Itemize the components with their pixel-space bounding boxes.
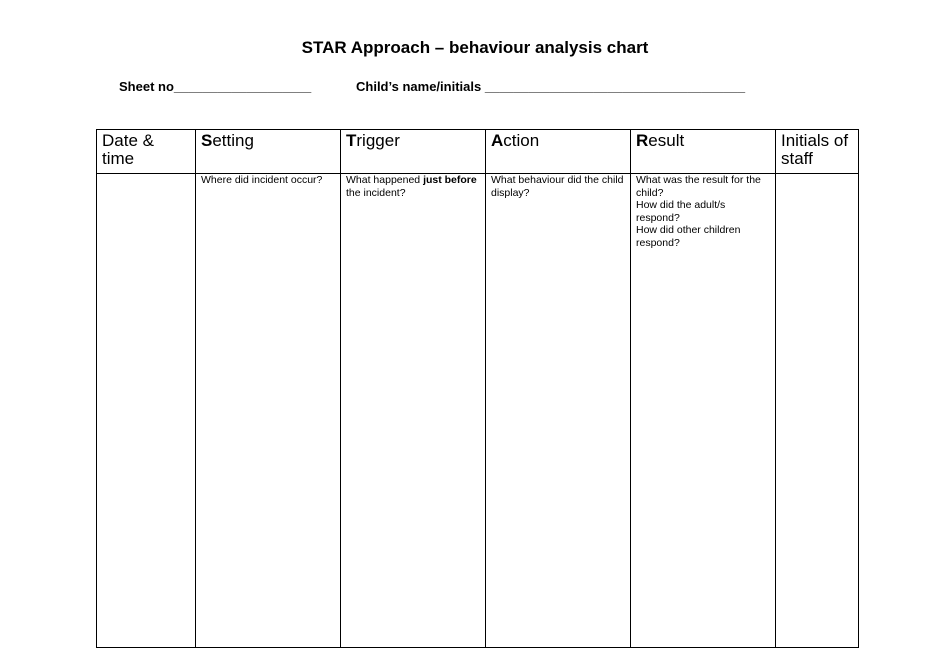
column-header-action: Action (486, 130, 631, 174)
page-title: STAR Approach – behaviour analysis chart (301, 38, 649, 57)
column-header-setting: Setting (196, 130, 341, 174)
action-prompt: What behaviour did the child display? (491, 174, 624, 199)
table-row (97, 174, 859, 648)
column-header-initials: Initials of staff (776, 130, 859, 174)
child-name-field[interactable]: Child’s name/initials ____________________________________ (356, 79, 746, 94)
result-cell[interactable] (631, 174, 776, 648)
action-cell[interactable] (486, 174, 631, 648)
column-header-trigger: Trigger (341, 130, 486, 174)
date-time-cell[interactable] (97, 174, 196, 648)
column-header-date-time: Date & time (97, 130, 196, 174)
trigger-prompt: What happened just before the incident? (346, 174, 477, 199)
sheet-no-field[interactable]: Sheet no___________________ (119, 79, 312, 94)
setting-cell[interactable] (196, 174, 341, 648)
column-header-result: Result (631, 130, 776, 174)
result-prompt: How did the adult/s respond? (636, 199, 726, 224)
result-prompt: What was the result for the child? (636, 174, 761, 199)
trigger-cell[interactable] (341, 174, 486, 648)
setting-prompt: Where did incident occur? (201, 174, 323, 186)
result-prompt: How did other children respond? (636, 224, 741, 249)
star-chart-table (96, 129, 859, 648)
initials-cell[interactable] (776, 174, 859, 648)
table-header-row (97, 130, 859, 174)
